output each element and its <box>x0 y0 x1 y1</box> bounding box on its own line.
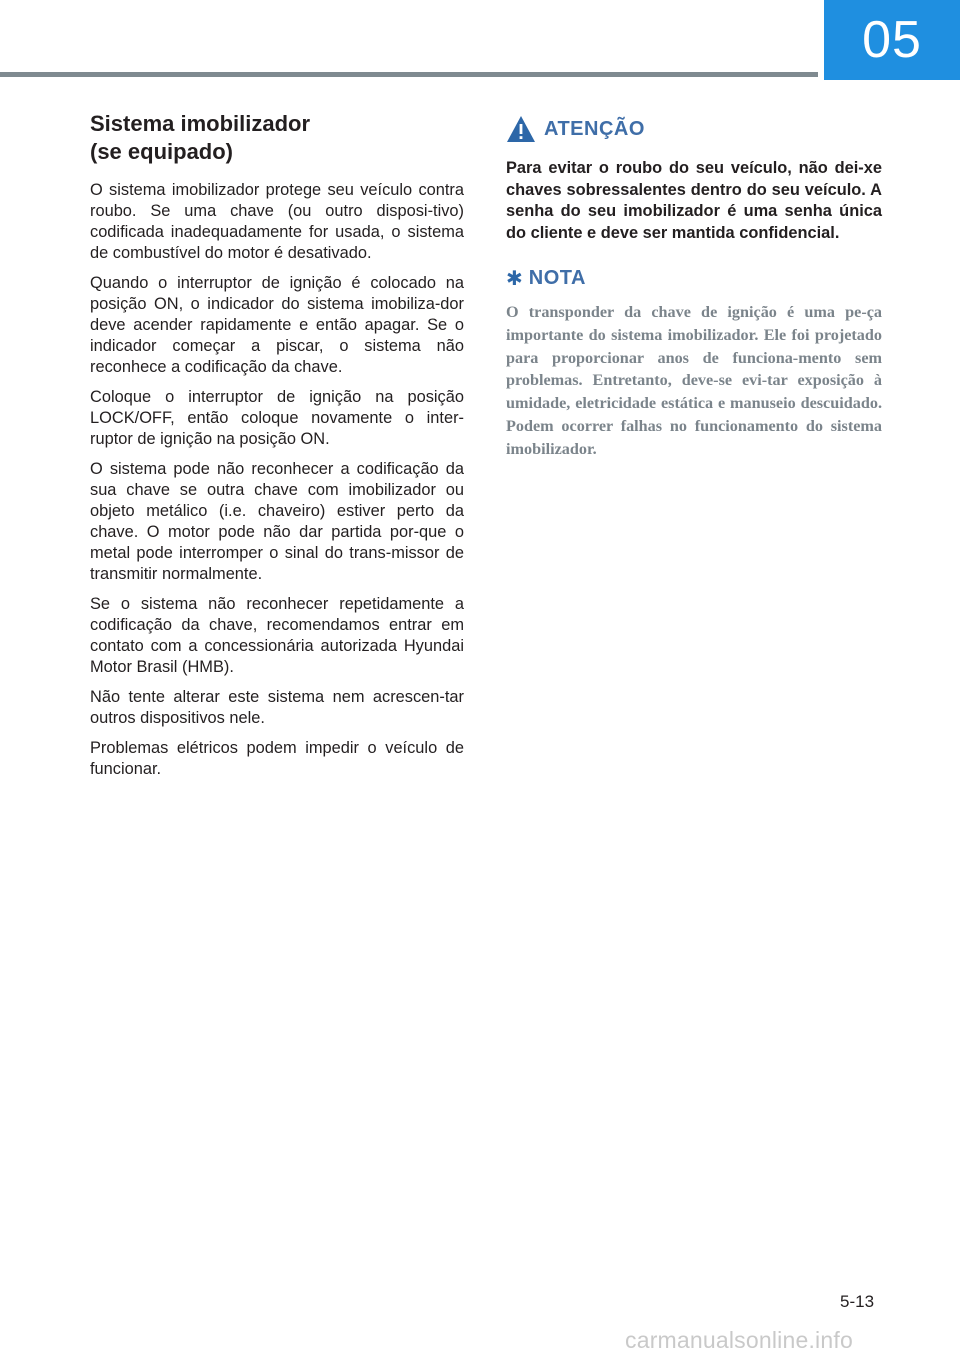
note-header <box>506 266 882 291</box>
warning-header <box>506 114 882 144</box>
note-body: O transponder da chave de ignição é uma pe-ça importante do sistema imobilizador. Ele foi projetado para proporcionar anos de funciona-mento sem problemas. Entretanto, deve-se evi-tar exposição à umidade, eletricidade estática e manuseio descuidado. Podem ocorrer falhas no funcionamento do sistema imobilizador. <box>506 303 882 458</box>
paragraph-3: Coloque o interruptor de ignição na posição LOCK/OFF, então coloque novamente o inter-ruptor de ignição na posição ON. <box>90 388 464 448</box>
right-column <box>506 114 882 461</box>
page-number: 5-13 <box>840 1292 875 1311</box>
paragraph-2: Quando o interruptor de ignição é colocado na posição ON, o indicador do sistema imobiliza-dor deve acender rapidamente e então apagar. Se o indicador começar a piscar, o sistema não reconhece a codificação da chave. <box>90 274 464 376</box>
asterisk-icon: ✱ <box>506 268 523 290</box>
header-rule <box>0 72 818 77</box>
note-title: NOTA <box>528 267 586 289</box>
paragraph-7: Problemas elétricos podem impedir o veículo de funcionar. <box>90 739 464 778</box>
warning-triangle-icon <box>506 114 536 144</box>
warning-title: ATENÇÃO <box>544 117 645 140</box>
section-title-line1: Sistema imobilizador <box>90 111 311 136</box>
chapter-tab <box>824 0 960 80</box>
paragraph-1: O sistema imobilizador protege seu veículo contra roubo. Se uma chave (ou outro disposi-tivo) codificada inadequadamente for usada, o sistema de combustível do motor é desativado. <box>90 181 464 262</box>
left-column <box>90 110 464 789</box>
chapter-number: 05 <box>862 11 922 69</box>
watermark: carmanualsonline.info <box>625 1327 853 1353</box>
paragraph-6: Não tente alterar este sistema nem acrescen-tar outros dispositivos nele. <box>90 688 464 727</box>
section-title <box>90 110 464 166</box>
warning-body: Para evitar o roubo do seu veículo, não dei-xe chaves sobressalentes dentro do seu veículo. A senha do seu imobilizador é uma senha única do cliente e deve ser mantida confidencial. <box>506 159 882 242</box>
section-title-line2: (se equipado) <box>90 139 234 164</box>
paragraph-5: Se o sistema não reconhecer repetidamente a codificação da chave, recomendamos entrar em contato com a concessionária autorizada Hyundai Motor Brasil (HMB). <box>90 595 464 676</box>
paragraph-4: O sistema pode não reconhecer a codificação da sua chave se outra chave com imobilizador ou objeto metálico (i.e. chaveiro) estiver perto da chave. O motor pode não dar partida por-que o metal pode interromper o sinal do trans-missor de transmitir normalmente. <box>90 460 464 583</box>
